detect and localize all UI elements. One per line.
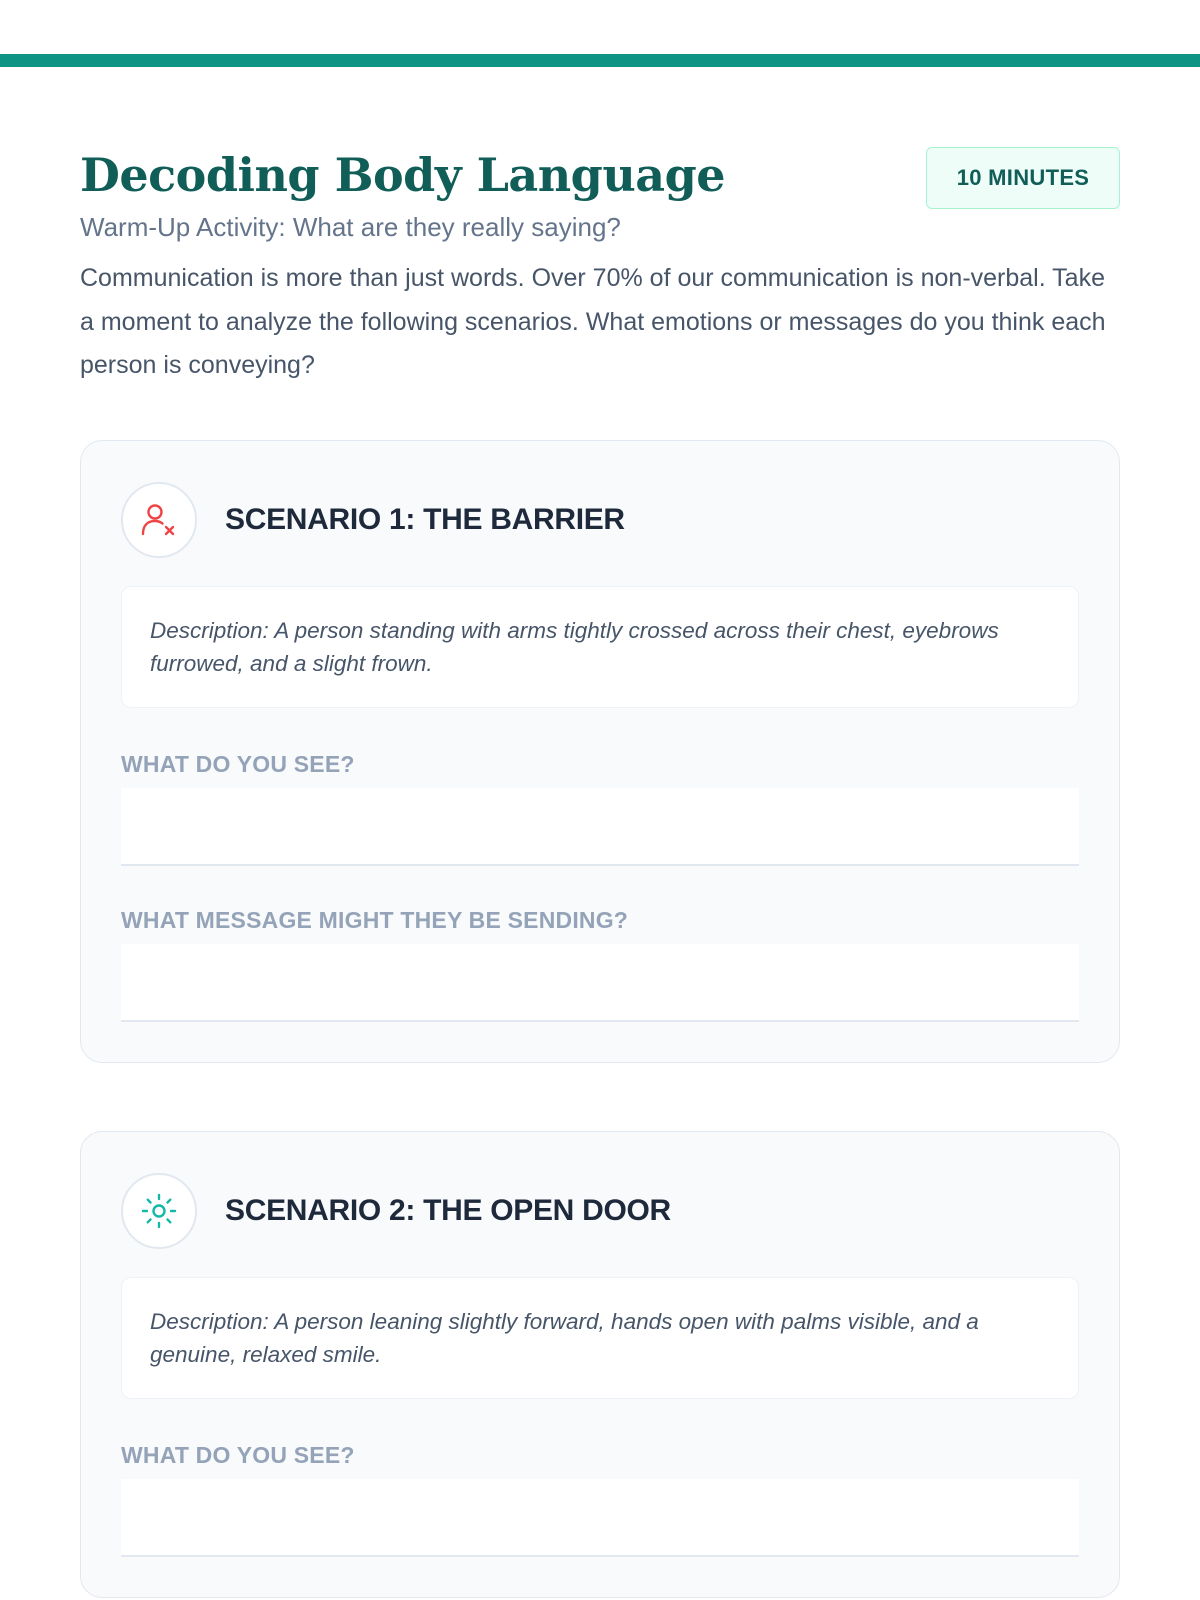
duration-badge: 10 MINUTES	[926, 147, 1120, 209]
question-label: WHAT DO YOU SEE?	[121, 750, 355, 777]
sun-icon	[139, 1191, 179, 1231]
user-x-icon	[139, 500, 179, 540]
what-do-you-see-input[interactable]	[121, 1479, 1079, 1557]
scenario-title: SCENARIO 1: THE BARRIER	[225, 502, 625, 536]
scenario-icon-badge	[121, 1173, 197, 1249]
worksheet-page	[0, 67, 1200, 1598]
scenario-description: Description: A person standing with arms tightly crossed across their chest, eyebrows furrowed, and a slight frown.	[121, 586, 1079, 708]
scenario-icon-badge	[121, 482, 197, 558]
scenario-title: SCENARIO 2: THE OPEN DOOR	[225, 1193, 671, 1227]
scenario-card-2	[80, 1131, 1120, 1598]
question-label: WHAT DO YOU SEE?	[121, 1441, 355, 1468]
scenario-header	[121, 1172, 1079, 1250]
page-title: Decoding Body Language	[80, 148, 726, 202]
top-spacer	[0, 0, 1200, 54]
intro-text: Communication is more than just words. Over 70% of our communication is non-verbal. Take a moment to analyze the following scenarios. What emotions or messages do you think each person is conveying?	[80, 264, 1106, 379]
scenario-header	[121, 481, 1079, 559]
scenario-description: Description: A person leaning slightly forward, hands open with palms visible, and a genuine, relaxed smile.	[121, 1277, 1079, 1399]
page-subtitle: Warm-Up Activity: What are they really saying?	[80, 212, 621, 242]
scenario-card-1	[80, 440, 1120, 1063]
message-input[interactable]	[121, 944, 1079, 1022]
question-label: WHAT MESSAGE MIGHT THEY BE SENDING?	[121, 906, 629, 933]
accent-bar	[0, 54, 1200, 67]
what-do-you-see-input[interactable]	[121, 788, 1079, 866]
page-header	[80, 67, 1120, 257]
